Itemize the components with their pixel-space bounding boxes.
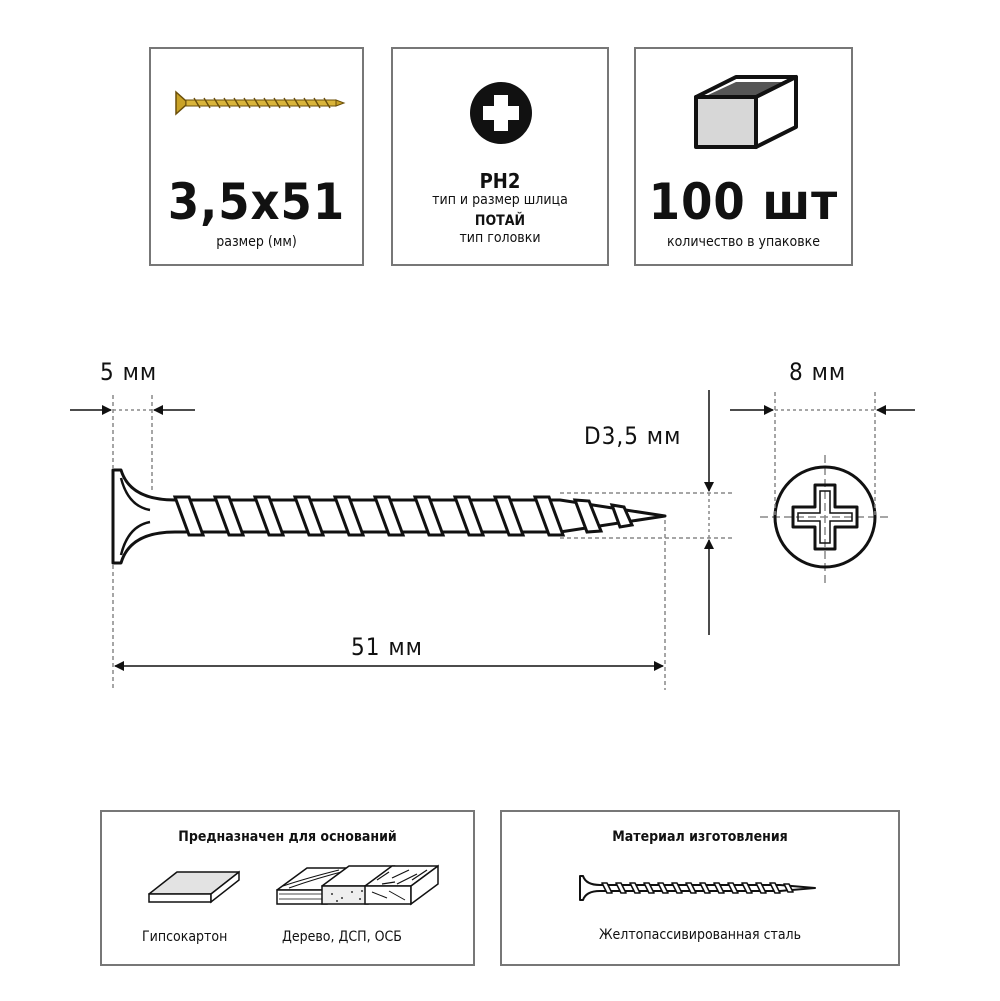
material-card — [500, 810, 900, 966]
material-value: Желтопассивированная сталь — [598, 927, 802, 943]
quantity-caption: количество в упаковке — [666, 234, 821, 250]
screw-head-top-view — [760, 455, 890, 585]
slot-type-caption: тип и размер шлица — [432, 192, 568, 208]
head-type-caption: тип головки — [459, 230, 541, 246]
head-diameter-label: 8 мм — [789, 358, 847, 386]
slot-type: PH2 — [479, 169, 521, 193]
base-label-wood: Дерево, ДСП, ОСБ — [282, 929, 402, 945]
bases-card — [100, 810, 475, 966]
base-label-drywall: Гипсокартон — [142, 929, 228, 945]
size-value: 3,5x51 — [167, 173, 346, 231]
material-title: Материал изготовления — [612, 829, 788, 845]
length-label: 51 мм — [351, 633, 423, 661]
head-type: ПОТАЙ — [474, 213, 526, 229]
screw-icon — [502, 812, 902, 968]
quantity-value: 100 шт — [648, 173, 839, 231]
head-height-label: 5 мм — [100, 358, 158, 386]
size-caption: размер (мм) — [216, 234, 297, 250]
bases-title: Предназначен для оснований — [178, 829, 397, 845]
thread-diameter-label: D3,5 мм — [584, 422, 682, 450]
